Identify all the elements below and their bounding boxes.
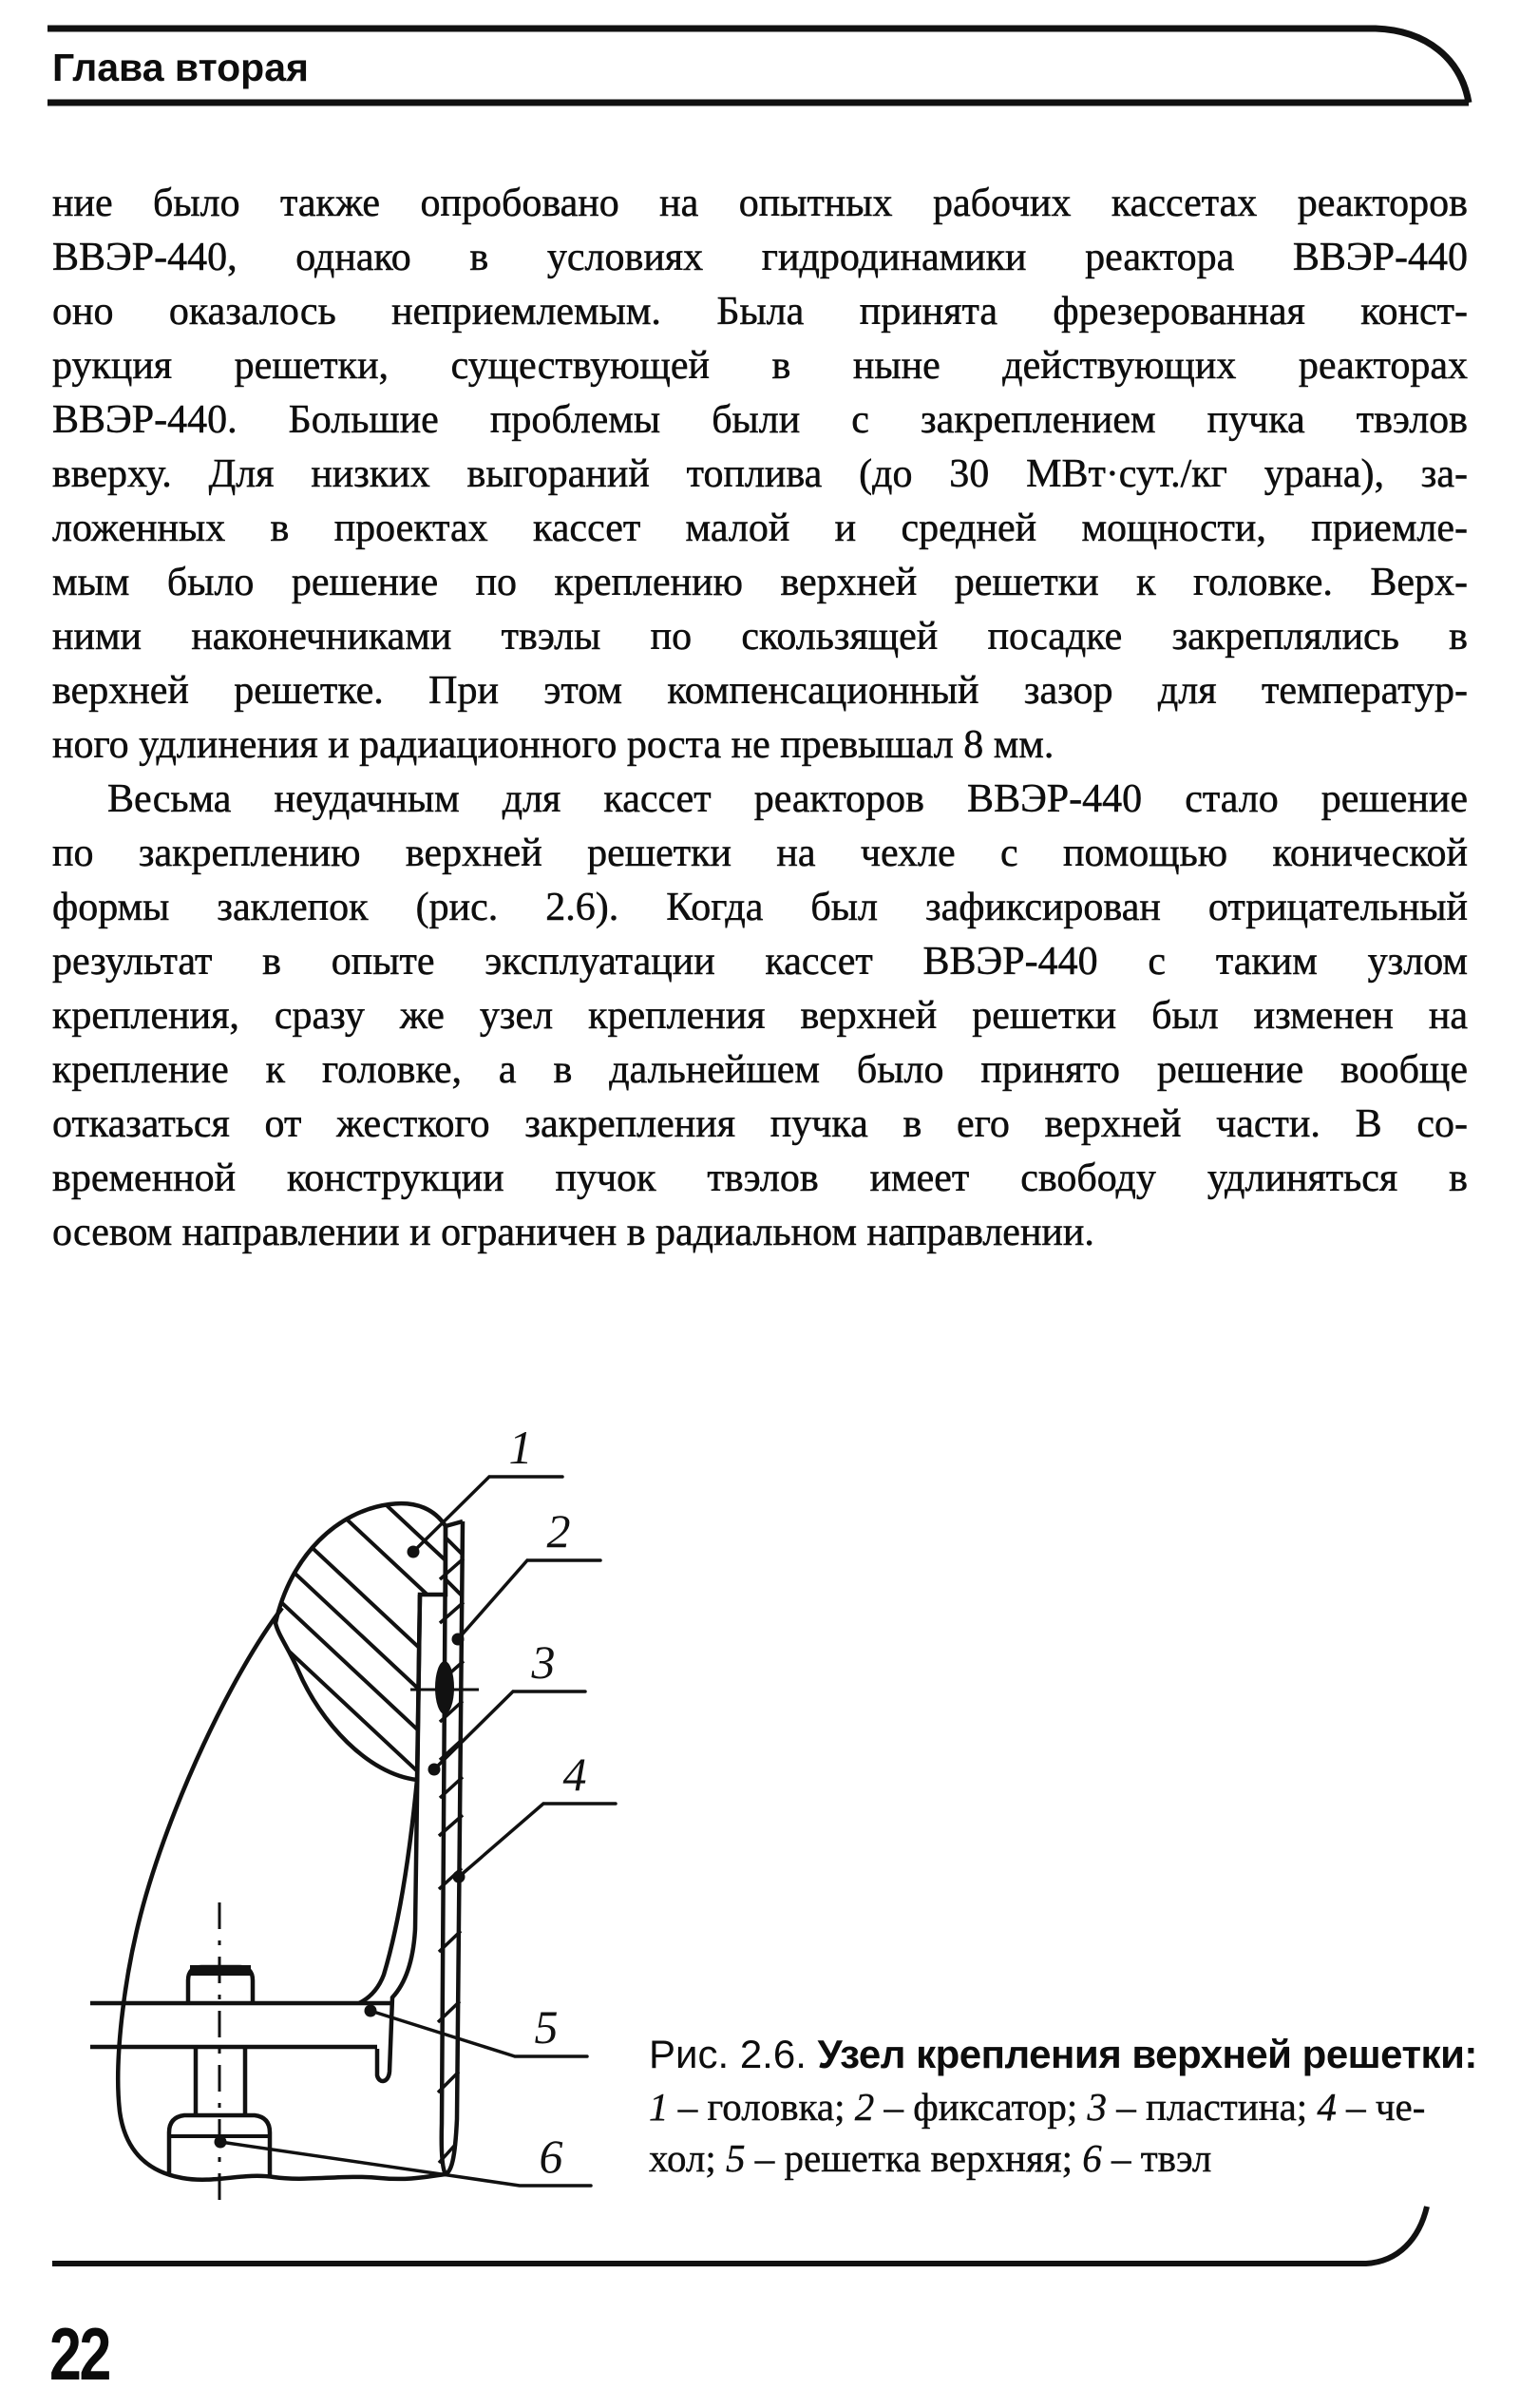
text-line: рукция решетки, существующей в ныне действующих реакторах: [52, 344, 1468, 388]
text-line: верхней решетке. При этом компенсационный зазор для температур-: [52, 669, 1468, 713]
text-line: осевом направлении и ограничен в радиальном направлении.: [52, 1211, 1094, 1254]
figure-label-3: 3: [531, 1635, 556, 1689]
figure-caption-title: Рис. 2.6. Узел крепления верхней решетки:: [649, 2032, 1477, 2076]
chapter-heading: Глава вторая: [52, 46, 309, 89]
shroud-part: [438, 1521, 464, 2174]
text-line: ние было также опробовано на опытных рабочих кассетах реакторов: [52, 182, 1468, 225]
figure-label-5: 5: [534, 2000, 559, 2054]
upper-grid-part: [90, 2003, 391, 2047]
text-line: по закреплению верхней решетки на чехле с помощью конической: [52, 831, 1468, 875]
figure-label-1: 1: [508, 1421, 533, 1474]
text-line: вверху. Для низких выгораний топлива (до 30 МВт·сут./кг урана), за-: [52, 452, 1468, 496]
figure-caption: [649, 2028, 1504, 2184]
figure-label-6: 6: [539, 2130, 563, 2183]
figure-caption-legend-line-2: хол; 5 – решетка верхняя; 6 – твэл: [649, 2136, 1212, 2180]
outer-boundary-curve: [118, 1608, 446, 2180]
body-text: [52, 177, 1468, 1260]
head-hatching: [57, 1444, 737, 1820]
head-part: [57, 1444, 737, 1820]
text-line: ВВЭР-440. Большие проблемы были с закреплением пучка твэлов: [52, 398, 1468, 442]
figure-caption-legend-line-1: 1 – головка; 2 – фиксатор; 3 – пластина; 4 – че-: [649, 2085, 1426, 2129]
text-line: крепления, сразу же узел крепления верхней решетки был изменен на: [52, 994, 1468, 1038]
text-line: результат в опыте эксплуатации кассет ВВЭР-440 с таким узлом: [52, 940, 1468, 984]
text-line: ложенных в проектах кассет малой и средней мощности, приемле-: [52, 506, 1468, 550]
text-line: формы заклепок (рис. 2.6). Когда был зафиксирован отрицательный: [52, 886, 1468, 929]
page-number: 22: [49, 2312, 109, 2396]
paragraph-1: [52, 177, 1468, 773]
figure-label-4: 4: [562, 1748, 587, 1801]
text-line: Весьма неудачным для кассет реакторов ВВЭР-440 стало решение: [107, 777, 1468, 821]
text-line: ного удлинения и радиационного роста не превышал 8 мм.: [52, 723, 1054, 767]
footer-rule-decoration: [48, 2201, 1444, 2271]
text-line: временной конструкции пучок твэлов имеет свободу удлиняться в: [52, 1156, 1468, 1200]
paragraph-2: [52, 773, 1468, 1260]
text-line: крепление к головке, а в дальнейшем было принято решение вообще: [52, 1048, 1468, 1092]
text-line: ними наконечниками твэлы по скользящей посадке закреплялись в: [52, 615, 1468, 659]
text-line: отказаться от жесткого закрепления пучка в его верхней части. В со-: [52, 1102, 1468, 1146]
fuel-rod-part: [169, 1902, 270, 2201]
text-line: мым было решение по креплению верхней решетки к головке. Верх-: [52, 561, 1468, 604]
figure-label-2: 2: [546, 1504, 571, 1558]
text-line: ВВЭР-440, однако в условиях гидродинамики реактора ВВЭР-440: [52, 236, 1468, 279]
text-line: оно оказалось неприемлемым. Была принята фрезерованная конст-: [52, 290, 1468, 334]
